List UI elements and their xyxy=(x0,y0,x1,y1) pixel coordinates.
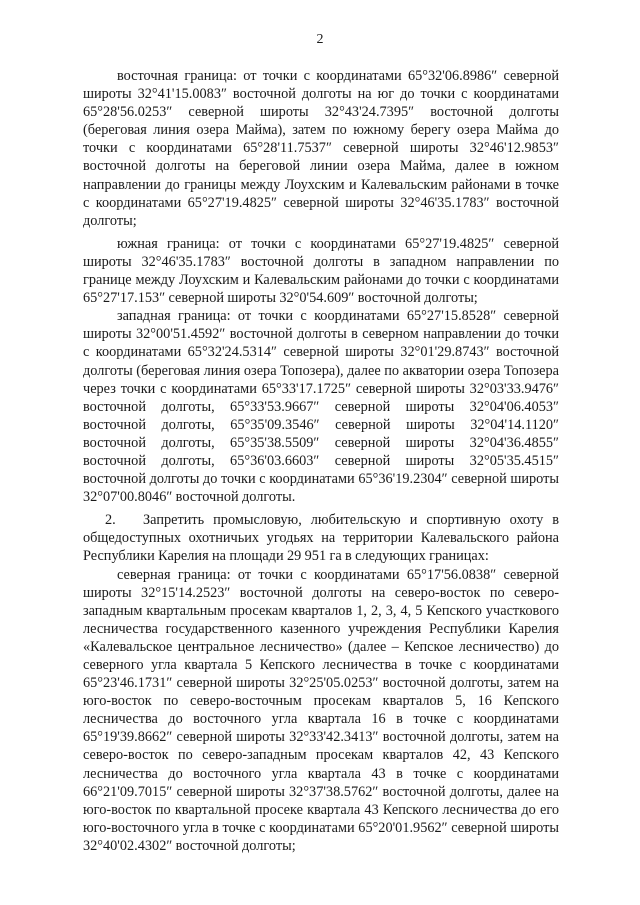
paragraph-west-border: западная граница: от точки с координатами 65°27'15.8528″ северной широты 32°00'51.4592″ восточной долготы в северном направлении до точки с координатами 65°32'24.5314″ северной широты 32°01'29.8743″ восточной долготы (береговая линия озера Топозера), далее по акватории озера Топозера через точки с координатами 65°33'17.1725″ северной широты 32°03'33.9476″ восточной долготы, 65°33'53.9667″ северной широты 32°04'06.4053″ восточной долготы, 65°35'09.3546″ северной широты 32°04'14.1120″ восточной долготы, 65°35'38.5509″ северной широты 32°04'36.4855″ восточной долготы, 65°36'03.6603″ северной широты 32°05'35.4515″ восточной долготы до точки с координатами 65°36'19.2304″ северной широты 32°07'00.8046″ восточной долготы. xyxy=(83,308,559,506)
paragraph-item-2-text: Запретить промысловую, любительскую и спортивную охоту в общедоступных охотничьих угодьях на территории Калевальского района Республики Карелия на площади 29 951 га в следующих границах: xyxy=(83,512,559,565)
item-number: 2. xyxy=(105,512,116,529)
document-body xyxy=(83,67,559,855)
paragraph-east-border: восточная граница: от точки с координатами 65°32'06.8986″ северной широты 32°41'15.0083″ восточной долготы на юг до точки с координатами 65°28'56.0253″ северной широты 32°43'24.7395″ восточной долготы (береговая линия озера Майма), затем по южному берегу озера Майма до точки с координатами 65°28'11.7537″ северной широты 32°46'12.9853″ восточной долготы на береговой линии озера Майма, далее в южном направлении до границы между Лоухским и Калевальским районами в точке с координатами 65°27'19.4825″ северной широты 32°46'35.1783″ восточной долготы; xyxy=(83,68,559,229)
paragraph-item-2 xyxy=(83,511,559,565)
paragraph-south-border: южная граница: от точки с координатами 65°27'19.4825″ северной широты 32°46'35.1783″ восточной долготы в западном направлении по границе между Лоухским и Калевальским районами до точки с координатами 65°27'17.153″ северной широты 32°0'54.609″ восточной долготы; xyxy=(83,235,559,307)
paragraph-north-border: северная граница: от точки с координатами 65°17'56.0838″ северной широты 32°15'14.2523″ восточной долготы на северо-восток по северо-западным квартальным просекам кварталов 1, 2, 3, 4, 5 Кепского участкового лесничества государственного казенного учреждения Республики Карелия «Калевальское центральное лесничество» (далее – Кепское лесничество) до северного угла квартала 5 Кепского лесничества в точке с координатами 65°23'46.1731″ северной широты 32°25'05.0253″ восточной долготы, затем на юго-восток по северо-восточным просекам кварталов 5, 16 Кепского лесничества до восточного угла квартала 16 в точке с координатами 65°19'39.8662″ северной широты 32°33'42.3413″ восточной долготы, затем на северо-восток по северо-западным просекам кварталов 42, 43 Кепского лесничества до восточного угла квартала 43 в точке с координатами 66°21'09.7015″ северной широты 32°37'38.5762″ восточной долготы, далее на юго-восток по квартальной просеке квартала 43 Кепского лесничества до его юго-восточного угла в точке с координатами 65°20'01.9562″ северной широты 32°40'02.4302″ восточной долготы; xyxy=(83,566,559,854)
page-number: 2 xyxy=(316,32,324,47)
